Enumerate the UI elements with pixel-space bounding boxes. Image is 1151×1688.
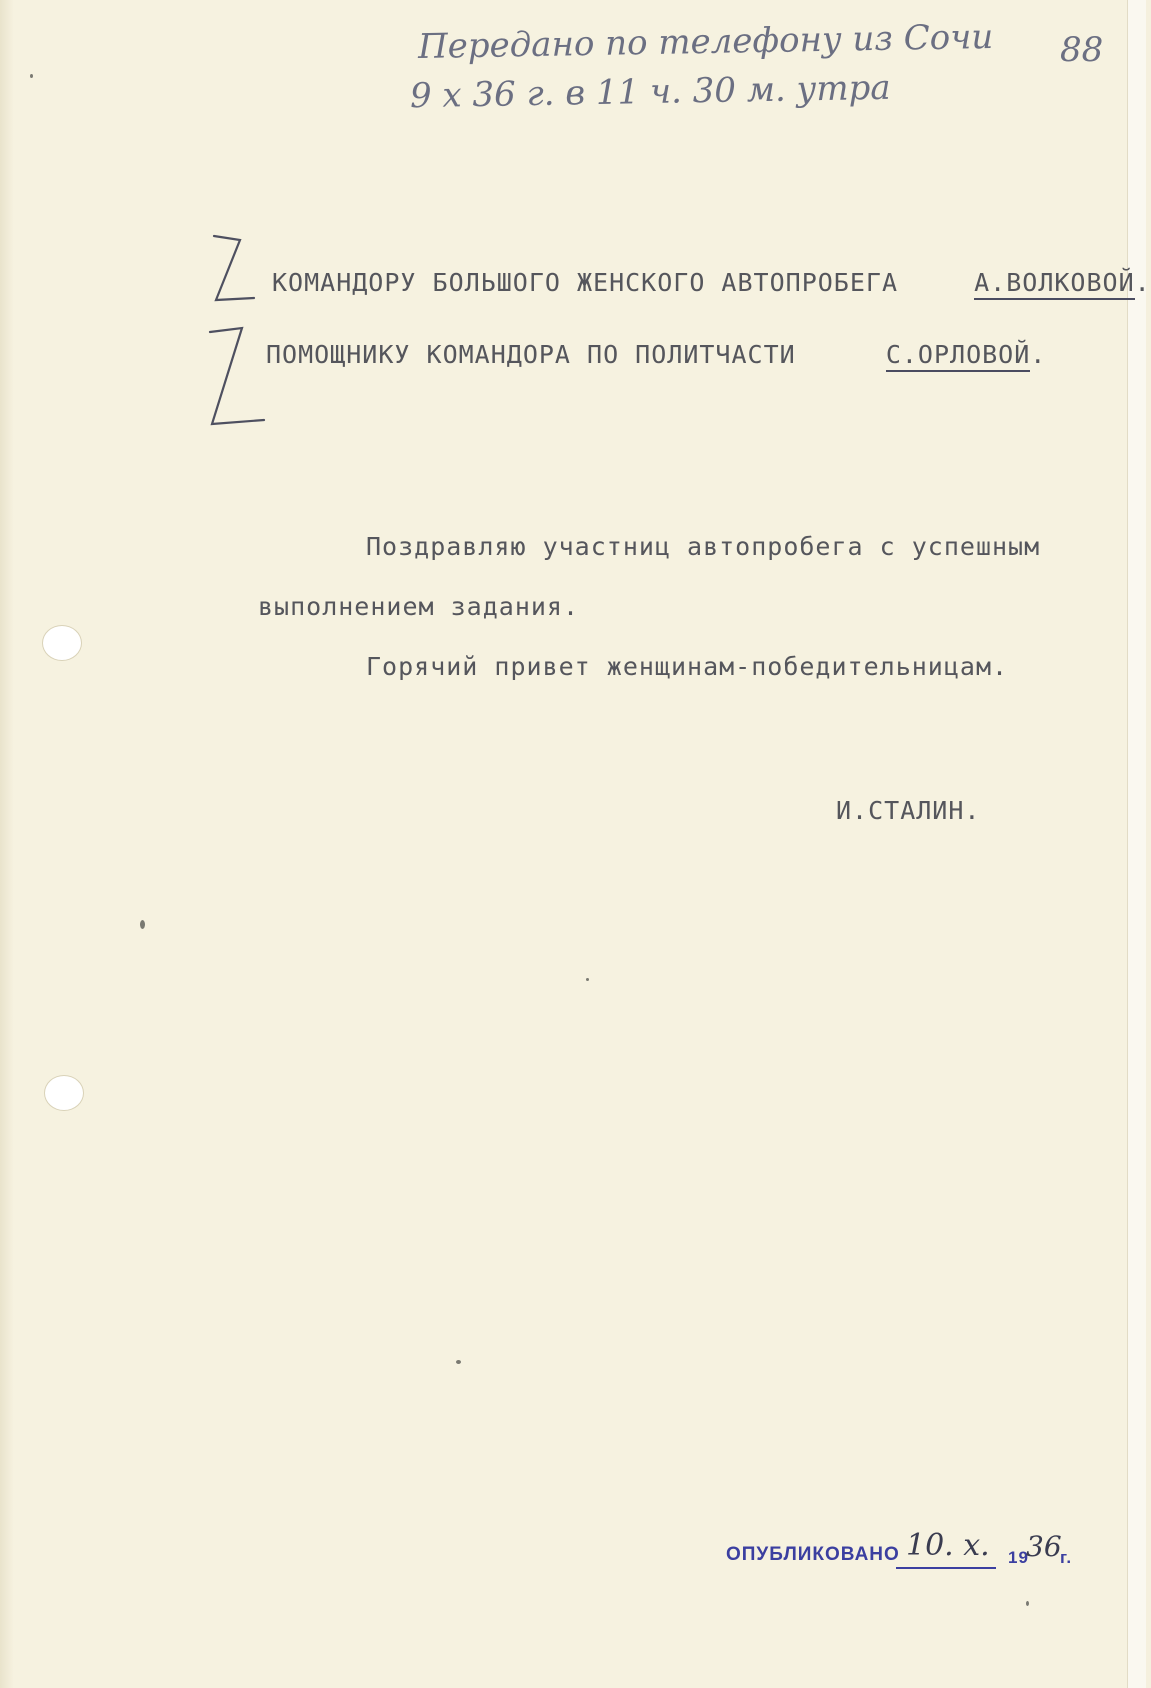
addressee-line-2 <box>266 340 1046 369</box>
stamp-year-suffix: 36 <box>1026 1530 1062 1563</box>
addressee-1-title: КОМАНДОРУ БОЛЬШОГО ЖЕНСКОГО АВТОПРОБЕГА <box>272 268 898 297</box>
paper-speck <box>140 920 145 929</box>
body-paragraph-1-line-2: выполнением задания. <box>258 592 580 621</box>
addressee-line-1 <box>272 268 1151 297</box>
addressee-1-period: . <box>1134 268 1151 297</box>
paper-speck <box>586 978 589 981</box>
addressee-2-period: . <box>1030 340 1047 369</box>
page-right-edge <box>1127 0 1146 1688</box>
stamp-label: ОПУБЛИКОВАНО <box>726 1544 900 1565</box>
stamp-year-prefix: 19 <box>1008 1548 1029 1567</box>
stamp-date-underline <box>896 1567 996 1569</box>
body-paragraph-1-line-1: Поздравляю участниц автопробега с успешным <box>366 532 1041 561</box>
stamp-date: 10. х. <box>906 1528 990 1563</box>
addressee-2-title: ПОМОЩНИКУ КОМАНДОРА ПО ПОЛИТЧАСТИ <box>266 340 796 369</box>
transmission-note-line1: Передано по телефону из Сочи <box>417 16 994 68</box>
body-paragraph-2: Горячий привет женщинам-победительницам. <box>366 652 1009 681</box>
page-number: 88 <box>1060 30 1104 70</box>
punch-hole-top <box>42 625 82 661</box>
stamp-year-end: г. <box>1060 1548 1073 1567</box>
addressee-2-name: С.ОРЛОВОЙ <box>886 340 1030 372</box>
publication-stamp <box>726 1528 1086 1572</box>
punch-hole-bottom <box>44 1075 84 1111</box>
paper-speck <box>456 1360 461 1364</box>
transmission-note-line2: 9 х 36 г. в 11 ч. 30 м. утра <box>409 67 891 117</box>
paper-speck <box>30 74 33 78</box>
addressee-1-name: А.ВОЛКОВОЙ <box>974 268 1135 300</box>
paper-speck <box>1026 1601 1029 1606</box>
signature: И.СТАЛИН. <box>836 796 981 825</box>
page-left-edge <box>0 0 14 1688</box>
pencil-check-marks <box>200 228 280 438</box>
